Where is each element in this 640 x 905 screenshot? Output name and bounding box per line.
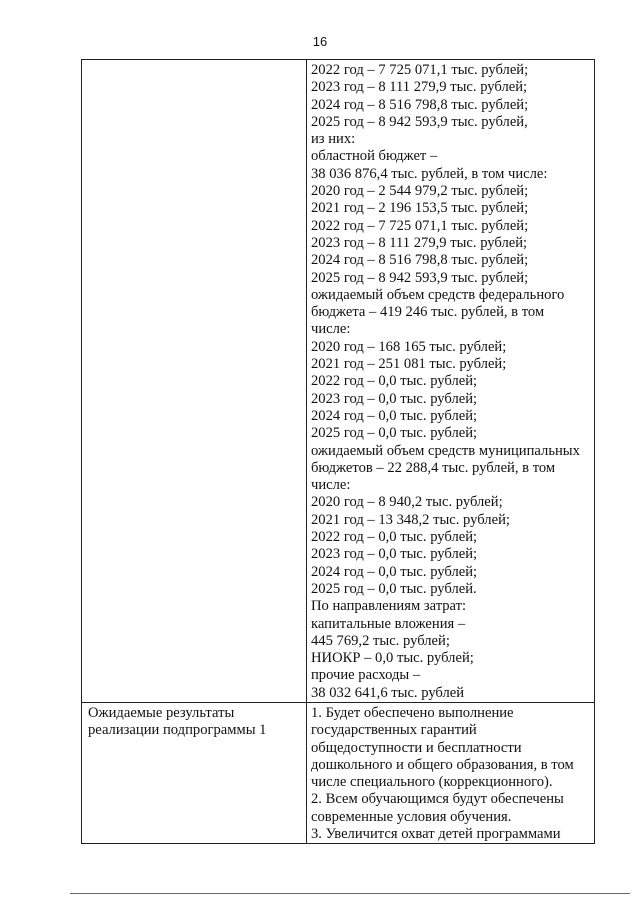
subprogram-passport-table <box>81 59 595 844</box>
result-line: числе специального (коррекционного). <box>311 774 553 791</box>
expected-results-list <box>307 703 594 843</box>
funding-line: 2023 год – 8 111 279,9 тыс. рублей; <box>311 79 528 96</box>
funding-line: 2025 год – 0,0 тыс. рублей. <box>311 580 477 597</box>
funding-line: 2023 год – 0,0 тыс. рублей; <box>311 390 478 407</box>
result-line: дошкольного и общего образования, в том <box>311 756 574 773</box>
funding-line: 2020 год – 168 165 тыс. рублей; <box>311 338 507 355</box>
funding-line: капитальные вложения – <box>311 615 466 632</box>
funding-line: 2024 год – 0,0 тыс. рублей; <box>311 407 478 424</box>
funding-line: НИОКР – 0,0 тыс. рублей; <box>311 650 474 667</box>
funding-line: 2025 год – 8 942 593,9 тыс. рублей, <box>311 113 528 130</box>
funding-line: 2022 год – 0,0 тыс. рублей; <box>311 529 478 546</box>
funding-line: 38 032 641,6 тыс. рублей <box>311 684 465 701</box>
funding-line: 2020 год – 8 940,2 тыс. рублей; <box>311 494 503 511</box>
funding-line: 445 769,2 тыс. рублей; <box>311 632 450 649</box>
funding-line: 2025 год – 8 942 593,9 тыс. рублей; <box>311 269 529 286</box>
funding-line: По направлениям затрат: <box>311 598 467 615</box>
funding-line: областной бюджет – <box>311 148 438 165</box>
funding-row <box>82 60 595 703</box>
page-bottom-rule <box>70 893 630 894</box>
result-line: государственных гарантий <box>311 722 477 739</box>
funding-line: ожидаемый объем средств муниципальных <box>311 442 580 459</box>
funding-line: числе: <box>311 477 351 494</box>
funding-line: 2023 год – 0,0 тыс. рублей; <box>311 546 478 563</box>
funding-line: 2025 год – 0,0 тыс. рублей; <box>311 425 478 442</box>
funding-line: 2020 год – 2 544 979,2 тыс. рублей; <box>311 183 529 200</box>
funding-line: числе: <box>311 321 351 338</box>
expected-results-label-cell <box>82 702 307 843</box>
funding-line: 2022 год – 0,0 тыс. рублей; <box>311 373 478 390</box>
funding-line: 2024 год – 8 516 798,8 тыс. рублей; <box>311 252 529 269</box>
funding-line: 38 036 876,4 тыс. рублей, в том числе: <box>311 165 548 182</box>
funding-line: 2023 год – 8 111 279,9 тыс. рублей; <box>311 234 528 251</box>
expected-results-value-cell <box>307 702 595 843</box>
funding-row-value-cell <box>307 60 595 703</box>
funding-line: 2024 год – 8 516 798,8 тыс. рублей; <box>311 96 529 113</box>
result-line: общедоступности и бесплатности <box>311 739 522 756</box>
label-line: реализации подпрограммы 1 <box>88 722 267 739</box>
expected-results-row <box>82 702 595 843</box>
result-line: современные условия обучения. <box>311 808 512 825</box>
funding-line: из них: <box>311 131 356 148</box>
funding-line: прочие расходы – <box>311 667 421 684</box>
funding-row-label-cell <box>82 60 307 703</box>
funding-details <box>307 60 594 702</box>
funding-line: бюджетов – 22 288,4 тыс. рублей, в том <box>311 459 556 476</box>
funding-line: 2022 год – 7 725 071,1 тыс. рублей; <box>311 217 529 234</box>
result-line: 1. Будет обеспечено выполнение <box>311 704 514 721</box>
funding-line: 2022 год – 7 725 071,1 тыс. рублей; <box>311 62 529 78</box>
funding-line: бюджета – 419 246 тыс. рублей, в том <box>311 304 545 321</box>
funding-line: 2024 год – 0,0 тыс. рублей; <box>311 563 478 580</box>
result-line: 3. Увеличится охват детей программами <box>311 826 561 843</box>
funding-line: 2021 год – 251 081 тыс. рублей; <box>311 356 507 373</box>
result-line: 2. Всем обучающимся будут обеспечены <box>311 791 564 808</box>
funding-line: ожидаемый объем средств федерального <box>311 286 565 303</box>
funding-line: 2021 год – 13 348,2 тыс. рублей; <box>311 511 510 528</box>
expected-results-label <box>82 703 306 740</box>
label-line: Ожидаемые результаты <box>88 704 235 721</box>
page-number: 16 <box>312 34 328 49</box>
funding-line: 2021 год – 2 196 153,5 тыс. рублей; <box>311 200 529 217</box>
